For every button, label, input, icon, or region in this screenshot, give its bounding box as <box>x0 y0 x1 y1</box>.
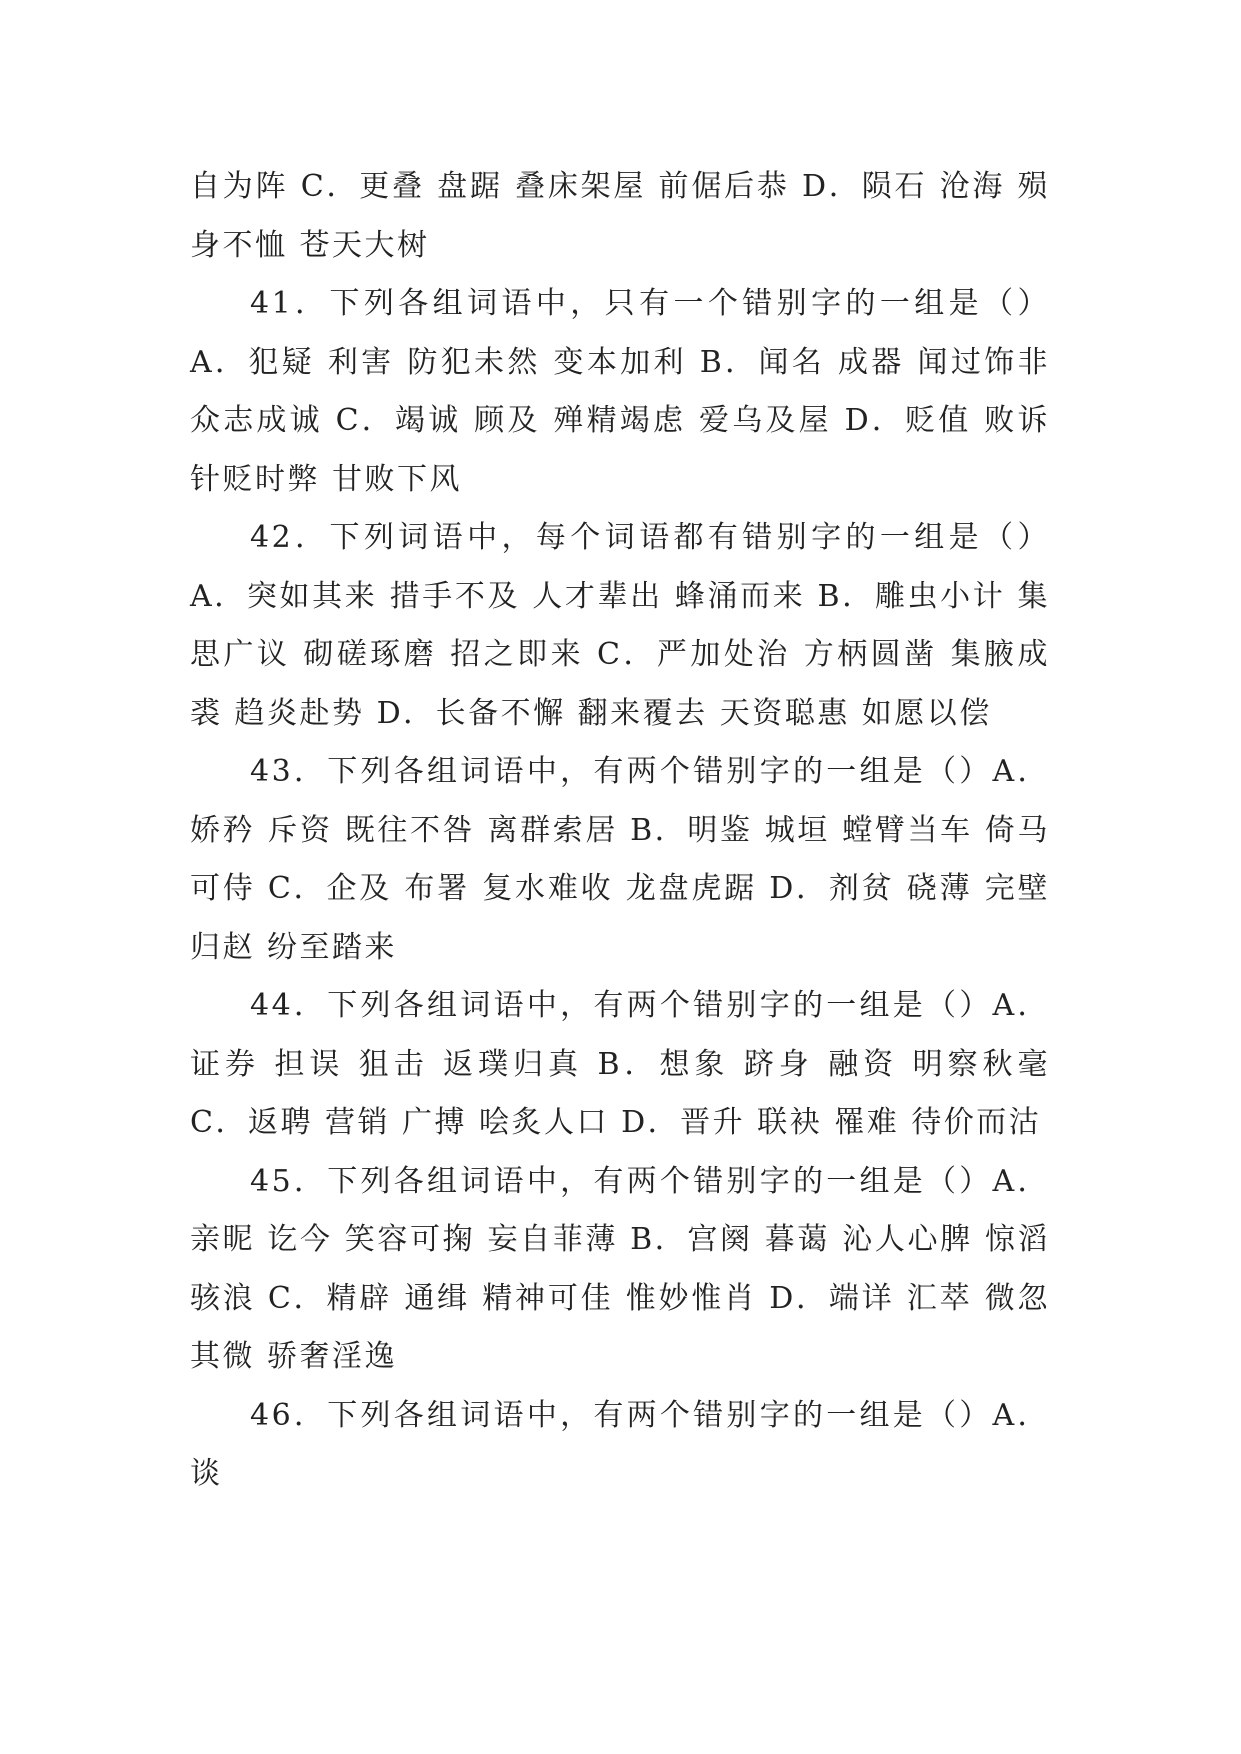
question-46: 46．下列各组词语中，有两个错别字的一组是（）A．谈 <box>190 1397 1050 1491</box>
question-41: 41．下列各组词语中，只有一个错别字的一组是（）A．犯疑 利害 防犯未然 变本加利 B．闻名 成器 闻过饰非 众志成诚 C．竭诚 顾及 殚精竭虑 爱乌及屋 D．贬值 败诉 针贬时弊 甘败下风 <box>190 286 1050 497</box>
question-43: 43．下列各组词语中，有两个错别字的一组是（）A．娇矜 斥资 既往不咎 离群索居 B．明鉴 城垣 螳臂当车 倚马可侍 C．企及 布署 复水难收 龙盘虎踞 D．剂贫 硗薄 完壁归赵 纷至踏来 <box>190 754 1050 965</box>
question-45: 45．下列各组词语中，有两个错别字的一组是（）A．亲昵 讫今 笑容可掬 妄自菲薄 B．宫阕 暮蔼 沁人心脾 惊滔骇浪 C．精辟 通缉 精神可佳 惟妙惟肖 D．端详 汇萃 微忽其微 骄奢淫逸 <box>190 1163 1050 1374</box>
paragraph-continuation: 自为阵 C．更叠 盘踞 叠床架屋 前倨后恭 D．陨石 沧海 殒身不恤 苍天大树 <box>190 169 1050 263</box>
document-body <box>190 158 1050 1504</box>
question-42: 42．下列词语中，每个词语都有错别字的一组是（）A．突如其来 措手不及 人才辈出 蜂涌而来 B．雕虫小计 集思广议 砌磋琢磨 招之即来 C．严加处治 方柄圆凿 集腋成裘 趋炎赴势 D．长备不懈 翻来覆去 天资聪惠 如愿以偿 <box>190 520 1050 731</box>
question-44: 44．下列各组词语中，有两个错别字的一组是（）A．证券 担误 狙击 返璞归真 B．想象 跻身 融资 明察秋毫 C．返聘 营销 广搏 哙炙人口 D．晋升 联袂 罹难 待价而沽 <box>190 988 1050 1140</box>
